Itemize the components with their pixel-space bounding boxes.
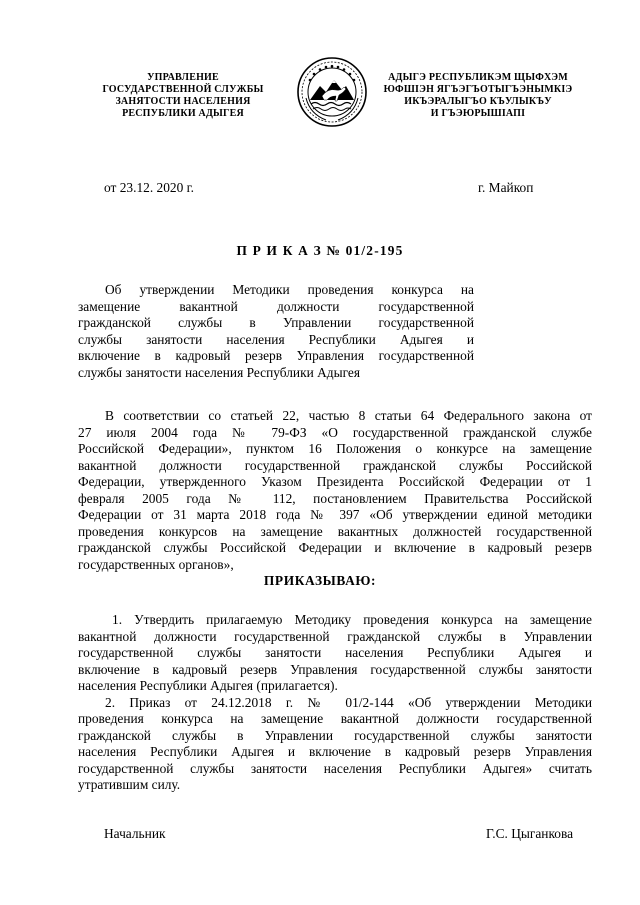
item-line: населения Республики Адыгея (прилагается). — [78, 678, 338, 693]
order-item-1 — [78, 612, 592, 695]
item-line: вакантной должности государственной гражданской службы в Управлении — [78, 628, 592, 644]
item-line: 1. Утвердить прилагаемую Методику проведения конкурса на замещение — [112, 612, 592, 627]
preamble-line: Федерации, утвержденного Указом Президента Российской Федерации от 1 — [78, 474, 592, 489]
subject-line: Об утверждении Методики проведения конкурса на — [105, 282, 474, 297]
order-items — [78, 612, 592, 794]
preamble-line: вакантной должности государственной гражданской службы Российской — [78, 457, 592, 473]
preamble-paragraph — [78, 408, 592, 573]
item-line: включение в кадровый резерв Управления государственной службы занятости — [78, 661, 592, 677]
subject-line: включение в кадровый резерв Управления государственной — [78, 348, 474, 363]
preamble-line: февраля 2005 года № 112, постановлением Правительства Российской — [78, 490, 592, 506]
header-right-line: И ГЪЭЮРЫШІАПІ — [430, 108, 526, 119]
header-right-block — [378, 72, 578, 120]
subject-line: гражданской службы в Управлении государственной — [78, 315, 474, 330]
preamble-line: В соответствии со статьей 22, частью 8 статьи 64 Федерального закона от — [105, 408, 592, 423]
signatory-position: Начальник — [104, 826, 166, 841]
item-line: государственной службы занятости населения Республики Адыгея и — [78, 645, 592, 660]
subject-line: замещение вакантной должности государственной — [78, 298, 474, 314]
subject-line: службы занятости населения Республики Адыгея — [78, 364, 360, 380]
preamble-line: государственных органов», — [78, 556, 234, 572]
item-line: гражданской службы в Управлении государственной службы занятости — [78, 727, 592, 743]
header-left-block — [98, 72, 268, 120]
item-line: проведения конкурса на замещение вакантной должности государственной — [78, 711, 592, 726]
preamble-line: Федерации от 31 марта 2018 года № 397 «Об утверждении единой методики — [78, 507, 592, 522]
preamble-line: Российской Федерации», пунктом 16 Положения о конкурсе на замещение — [78, 441, 592, 456]
item-line: населения Республики Адыгея и включение в кадровый резерв Управления — [78, 744, 592, 759]
header-left-line: УПРАВЛЕНИЕ — [147, 72, 219, 83]
document-subject — [78, 282, 474, 381]
header-left-line: ЗАНЯТОСТИ НАСЕЛЕНИЯ — [115, 96, 251, 107]
header-right-line: ЮФШІЭН ЯГЪЭГЪОТЫГЪЭНЫМКІЭ — [383, 84, 573, 95]
document-date: от 23.12. 2020 г. — [104, 180, 194, 195]
signatory-name: Г.С. Цыганкова — [486, 826, 574, 841]
preamble-line: гражданской службы Российской Федерации и включение в кадровый резерв — [78, 540, 592, 555]
header-left-line: РЕСПУБЛИКИ АДЫГЕЯ — [122, 108, 244, 119]
header-right-line: ИКЪЭРАЛЫГЪО КЪУЛЫКЪУ — [404, 96, 552, 107]
preamble-line: проведения конкурсов на замещение вакантных должностей государственной — [78, 523, 592, 539]
item-line: государственной службы занятости населения Республики Адыгея» считать — [78, 760, 592, 776]
item-line: 2. Приказ от 24.12.2018 г. № 01/2-144 «Об утверждении Методики — [105, 694, 592, 710]
order-item-2 — [78, 695, 592, 794]
header-right-line: АДЫГЭ РЕСПУБЛИКЭМ ЩЫФХЭМ — [388, 72, 568, 83]
header-left-line: ГОСУДАРСТВЕННОЙ СЛУЖБЫ — [102, 84, 264, 95]
item-line: утратившим силу. — [78, 777, 181, 792]
document-title: П Р И К А З № 01/2-195 — [236, 243, 404, 258]
subject-line: службы занятости населения Республики Адыгея и — [78, 331, 474, 347]
order-heading: ПРИКАЗЫВАЮ: — [263, 573, 377, 588]
document-city: г. Майкоп — [478, 180, 534, 195]
coat-of-arms-icon — [296, 56, 368, 128]
preamble-line: 27 июля 2004 года № 79-ФЗ «О государственной гражданской службе — [78, 424, 592, 440]
